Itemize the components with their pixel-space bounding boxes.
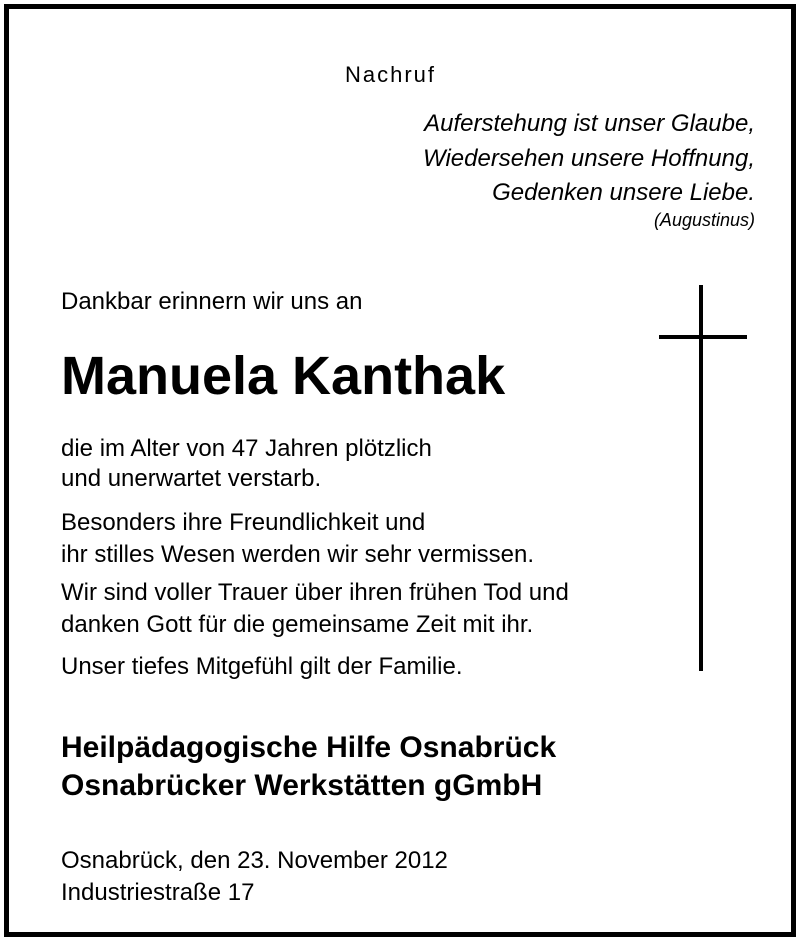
body-line: die im Alter von 47 Jahren plötzlich	[61, 435, 432, 462]
notice-heading: Nachruf	[345, 62, 437, 87]
quote-line: Auferstehung ist unser Glaube,	[424, 110, 755, 137]
body-line: und unerwartet verstarb.	[61, 465, 322, 492]
body-line: danken Gott für die gemeinsame Zeit mit ihr.	[61, 611, 534, 638]
body-line: Unser tiefes Mitgefühl gilt der Familie.	[61, 653, 463, 680]
body-line: Wir sind voller Trauer über ihren frühen Tod und	[61, 579, 569, 606]
body-line: ihr stilles Wesen werden wir sehr vermissen.	[61, 541, 535, 568]
quote-line: Wiedersehen unsere Hoffnung,	[423, 145, 755, 172]
cross-vertical-bar	[699, 285, 703, 671]
obituary-notice	[4, 4, 796, 937]
street-address: Industriestraße 17	[61, 879, 255, 906]
organization-name: Osnabrücker Werkstätten gGmbH	[61, 769, 543, 802]
place-date: Osnabrück, den 23. November 2012	[61, 847, 448, 874]
intro-text: Dankbar erinnern wir uns an	[61, 288, 363, 315]
organization-name: Heilpädagogische Hilfe Osnabrück	[61, 731, 557, 764]
body-line: Besonders ihre Freundlichkeit und	[61, 509, 426, 536]
cross-horizontal-bar	[659, 335, 747, 339]
quote-source: (Augustinus)	[653, 210, 755, 230]
deceased-name: Manuela Kanthak	[61, 346, 506, 406]
quote-line: Gedenken unsere Liebe.	[492, 179, 755, 206]
